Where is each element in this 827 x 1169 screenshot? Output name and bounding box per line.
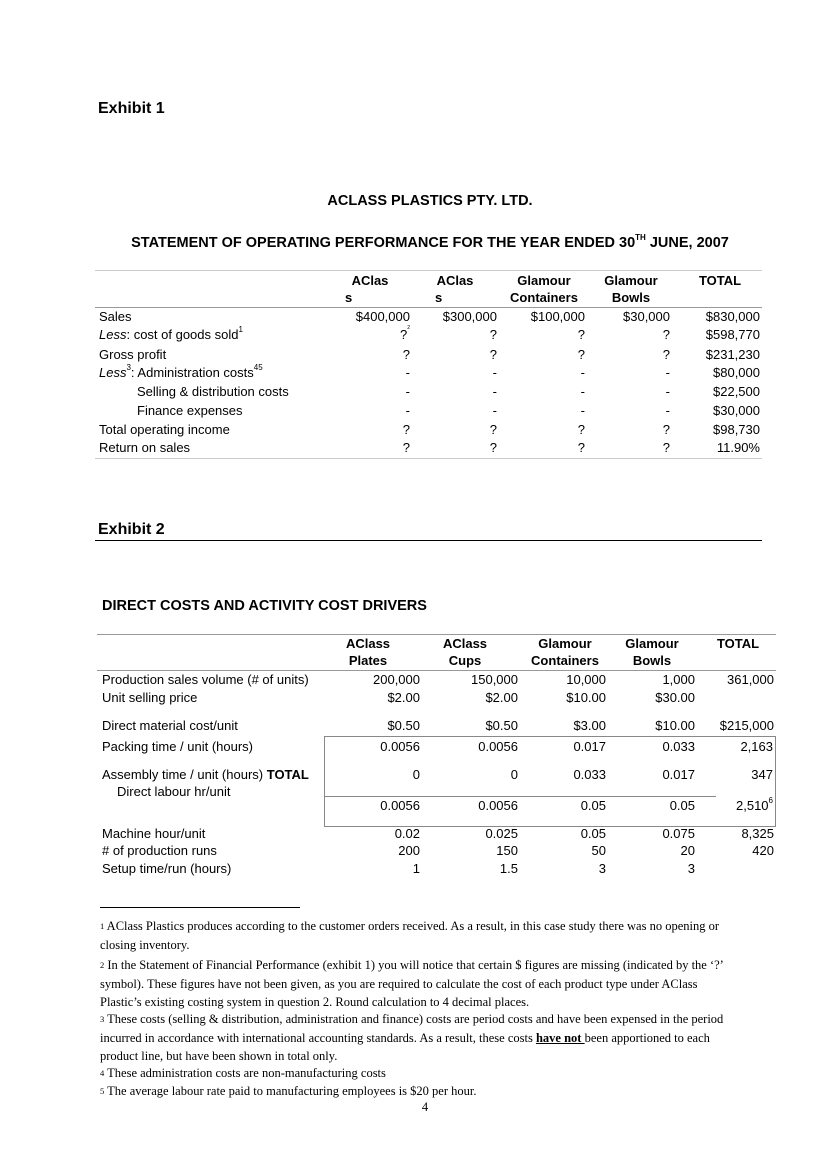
t2-col4-header: Glamour Bowls	[625, 636, 679, 668]
footnote-1: $^1$ AClass Plastics produces according to the customer orders received. As a result, in this case study there was no opening or closing inventory.	[100, 919, 720, 952]
exhibit-1-heading: Exhibit 1	[98, 100, 165, 117]
footnote-separator	[100, 907, 300, 908]
t2-col2-header: AClass Cups	[442, 636, 488, 668]
t1-col3-header: Glamour Containers	[510, 273, 578, 305]
t1-col4-header: Glamour Bowls	[604, 273, 658, 305]
footnote-5: $^5$ The average labour rate paid to manufacturing employees is $20 per hour.	[100, 1084, 477, 1098]
t1-col1-header: AClas s	[345, 273, 389, 305]
t1-col5-header: TOTAL	[698, 273, 742, 288]
t2-col3-header: Glamour Containers	[531, 636, 599, 668]
t1-col2-header: AClas s	[435, 273, 474, 305]
exhibit2-title: DIRECT COSTS AND ACTIVITY COST DRIVERS	[102, 598, 427, 614]
table1-bottom-rule	[95, 458, 762, 459]
labour-grid-divider	[324, 796, 716, 797]
t2-col5-header: TOTAL	[716, 636, 760, 651]
table2-header-rule	[97, 670, 776, 671]
company-title: ACLASS PLASTICS PTY. LTD.	[327, 193, 533, 209]
exhibit-2-heading: Exhibit 2	[98, 521, 165, 538]
table1-header-rule	[95, 307, 762, 308]
page-number: 4	[421, 1100, 429, 1114]
statement-title: STATEMENT OF OPERATING PERFORMANCE FOR THE YEAR ENDED 30TH JUNE, 2007	[131, 233, 729, 251]
table1-top-rule	[95, 270, 762, 271]
t2-col1-header: AClass Plates	[345, 636, 391, 668]
footnote-4: $^4$ These administration costs are non-manufacturing costs	[100, 1066, 386, 1080]
footnote-3: $^3$ These costs (selling & distribution, administration and finance) costs are period costs and have been expensed in the period incurred in accordance with international accounting standards. As a result, these costs have not been apportioned to each product line, but have been shown in total only.	[100, 1012, 724, 1063]
table2-top-rule	[97, 634, 776, 635]
exhibit2-rule	[95, 540, 762, 541]
footnote-2: $^2$ In the Statement of Financial Performance (exhibit 1) you will notice that certain $ figures are missing (indicated by the ‘?’ symbol). These figures have not been given, as you are required to calculate the cost of each product type under AClass Plastic’s existing costing system in question 2. Round calculation to 4 decimal places.	[100, 958, 723, 1009]
